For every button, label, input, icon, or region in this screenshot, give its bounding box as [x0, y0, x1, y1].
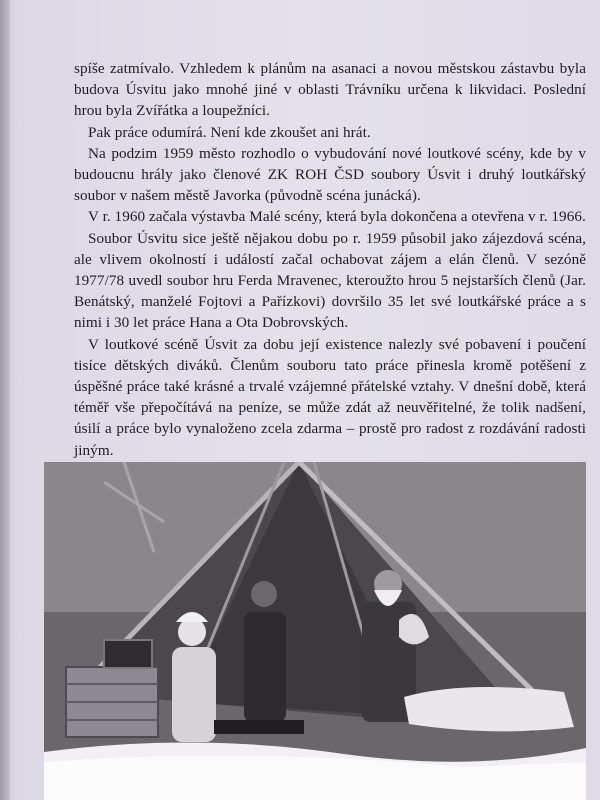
- fur-rug: [404, 687, 574, 731]
- puppet-center: [244, 612, 286, 722]
- paragraph-3: Na podzim 1959 město rozhodlo o vybudování nové loutkové scény, kde by v budoucnu hrály jako členové ZK ROH ČSD soubory Úsvit i druhý loutkářský soubor v našem městě Javorka (původně scéna junácká).: [74, 144, 586, 205]
- photo-illustration: [44, 462, 586, 800]
- paragraph-6: V loutkové scéně Úsvit za dobu její existence nalezly své pobavení i poučení tisíce dětských diváků. Členům souboru tato práce přinesla kromě potěšení z úspěšné práce také krásné a trvalé vzájemné přátelské vztahy. V dnešní době, která téměř vše přepočítává na peníze, se může zdát až neuvěřitelné, že tolik nadšení, úsilí a práce bylo vynaloženo zcela zdarma – prostě pro radost z rozdávání radosti jiným.: [74, 335, 586, 459]
- paragraph-4: V r. 1960 začala výstavba Malé scény, která byla dokončena a otevřena v r. 1966.: [88, 208, 586, 226]
- paragraph-1: spíše zatmívalo. Vzhledem k plánům na asanaci a novou městskou zástavbu byla budova Úsvitu jako mnohé jiné v oblasti Trávníku určena k likvidaci. Poslední hrou byla Zvířátka a loupežníci.: [74, 60, 586, 120]
- article-text: [74, 58, 586, 505]
- puppet-stage-photo: [44, 462, 586, 800]
- page-gutter-shadow: [0, 0, 10, 800]
- puppet-child: [172, 647, 216, 742]
- paragraph-2: Pak práce odumírá. Není kde zkoušet ani hrát.: [88, 123, 371, 141]
- paragraph-5: Soubor Úsvitu sice ještě nějakou dobu po r. 1959 působil jako zájezdová scéna, ale vlivem okolností i událostí začal ochabovat zájem a elán členů. V sezóně 1977/78 uvedl soubor hru Ferda Mravenec, kteroužto hrou 5 nejstarších členů (Jar. Benátský, manželé Fojtovi a Pařízkovi) dovršilo 35 let své loutkářské práce a s nimi i 30 let práce Hana a Ota Dobrovských.: [74, 229, 586, 332]
